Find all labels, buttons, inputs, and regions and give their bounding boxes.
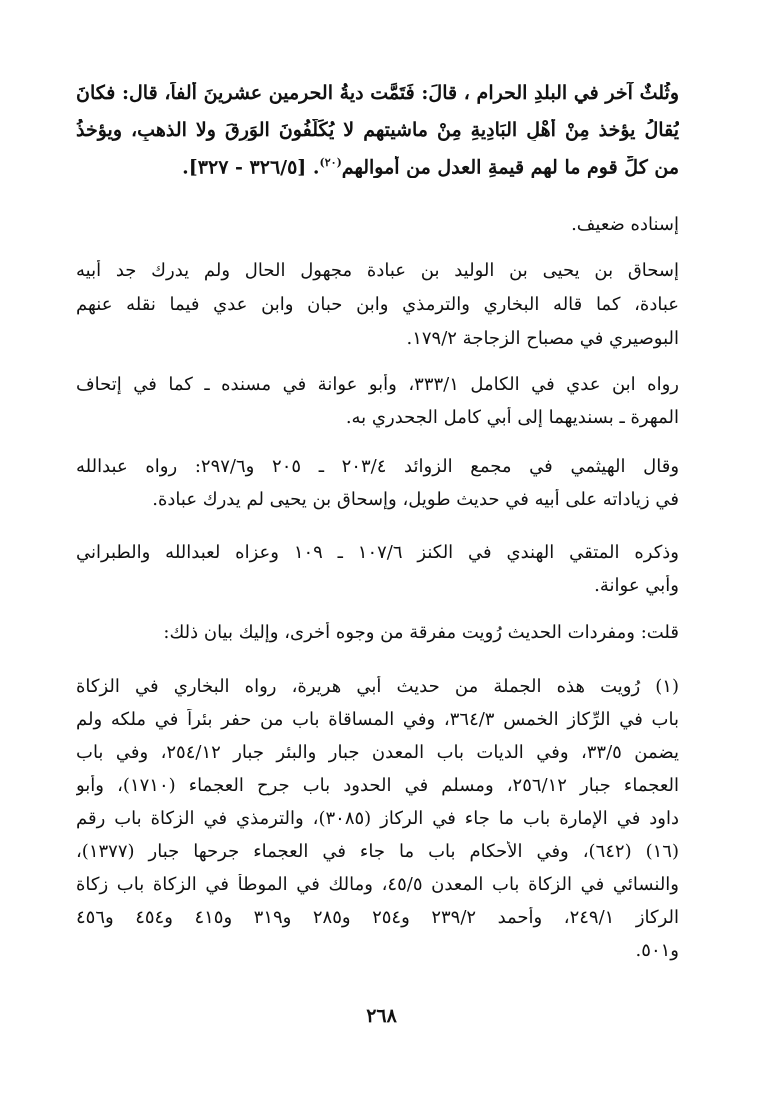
paragraph-qultu xyxy=(76,622,679,652)
footnote-item-1 xyxy=(76,676,679,976)
text-line: يضمن ٣٣/٥، وفي الديات باب المعدن جبار والبئر جبار ٢٥٤/١٢، وفي باب xyxy=(76,742,679,763)
volume-page-reference: . [٣٢٦/٥ - ٣٢٧]. xyxy=(182,156,320,179)
text-line: عبادة، كما قاله البخاري والترمذي وابن حبان وابن عدي فيما نقله عنهم xyxy=(76,294,679,315)
text-line: رواه ابن عدي في الكامل ٣٣٣/١، وأبو عوانة في مسنده ـ كما في إتحاف xyxy=(76,374,679,395)
text-line: إسحاق بن يحيى بن الوليد بن عبادة مجهول الحال ولم يدرك جد أبيه xyxy=(76,260,679,281)
text-line: إسناده ضعيف. xyxy=(571,214,679,235)
text-line: وثُلثٌ آخر في البلدِ الحرام ، قالَ: فَتَمَّت ديةُ الحرمينِ عشرينَ ألفاً، قال: فكانَ xyxy=(76,82,679,104)
text-line: قلت: ومفردات الحديث رُويت مفرقة من وجوه أخرى، وإليك بيان ذلك: xyxy=(163,622,679,643)
page-number: ٢٦٨ xyxy=(366,1005,397,1027)
footnote-marker: (٢٠) xyxy=(319,156,342,169)
text-line: (١٦) (٦٤٢)، وفي الأحكام باب ما جاء في العجماء جرحها جبار (١٣٧٧)، xyxy=(76,841,679,862)
text-line: و٥٠١. xyxy=(635,940,679,961)
hadith-text xyxy=(76,82,679,192)
text-line: (١) رُويت هذه الجملة من حديث أبي هريرة، رواه البخاري في الزكاة xyxy=(76,676,679,697)
text-line: المهرة ـ بسنديهما إلى أبي كامل الجحدري به. xyxy=(345,407,679,428)
paragraph-ibn-adi xyxy=(76,374,679,440)
hadith-text-main: من كلِّ قومٍ ما لهم قيمةِ العدل من أموالهم xyxy=(341,156,679,179)
text-line: الركاز ٢٤٩/١، وأحمد ٢٣٩/٢ و٢٥٤ و٢٨٥ و٣١٩ و٤١٥ و٤٥٤ و٤٥٦ xyxy=(76,907,679,928)
text-line: وقال الهيثمي في مجمع الزوائد ٢٠٣/٤ ـ ٢٠٥ و٢٩٧/٦: رواه عبدالله xyxy=(76,456,679,477)
text-line: وذكره المتقي الهندي في الكنز ١٠٧/٦ ـ ١٠٩ وعزاه لعبدالله والطبراني xyxy=(76,542,679,563)
text-line: العجماء جبار ٢٥٦/١٢، ومسلم في الحدود باب جرح العجماء (١٧١٠)، وأبو xyxy=(76,775,679,796)
text-line: والنسائي في الزكاة باب المعدن ٤٥/٥، ومالك في الموطأ في الزكاة باب زكاة xyxy=(76,874,679,895)
isnad-grading xyxy=(76,214,679,244)
text-line: داود في الإمارة باب ما جاء في الركاز (٣٠٨٥)، والترمذي في الزكاة باب رقم xyxy=(76,808,679,829)
paragraph-haythami xyxy=(76,456,679,522)
text-line: البوصيري في مصباح الزجاجة ١٧٩/٢. xyxy=(406,328,679,349)
paragraph-ishaq xyxy=(76,260,679,360)
paragraph-muttaqi xyxy=(76,542,679,608)
text-line: باب في الرِّكاز الخمس ٣٦٤/٣، وفي المساقاة باب من حفر بئراً في ملكه ولم xyxy=(76,709,679,730)
text-line xyxy=(76,156,679,178)
text-line: وأبي عوانة. xyxy=(594,575,679,596)
text-line: يُقالُ يؤخذ مِنْ أَهْلِ البَادِيةِ مِنْ ماشيتهم لا يُكَلَّفُونَ الوَرِقَ ولا الذهبِ، ويؤخذُ xyxy=(76,119,679,141)
text-line: في زياداته على أبيه في حديث طويل، وإسحاق بن يحيى لم يدرك عبادة. xyxy=(152,489,679,510)
